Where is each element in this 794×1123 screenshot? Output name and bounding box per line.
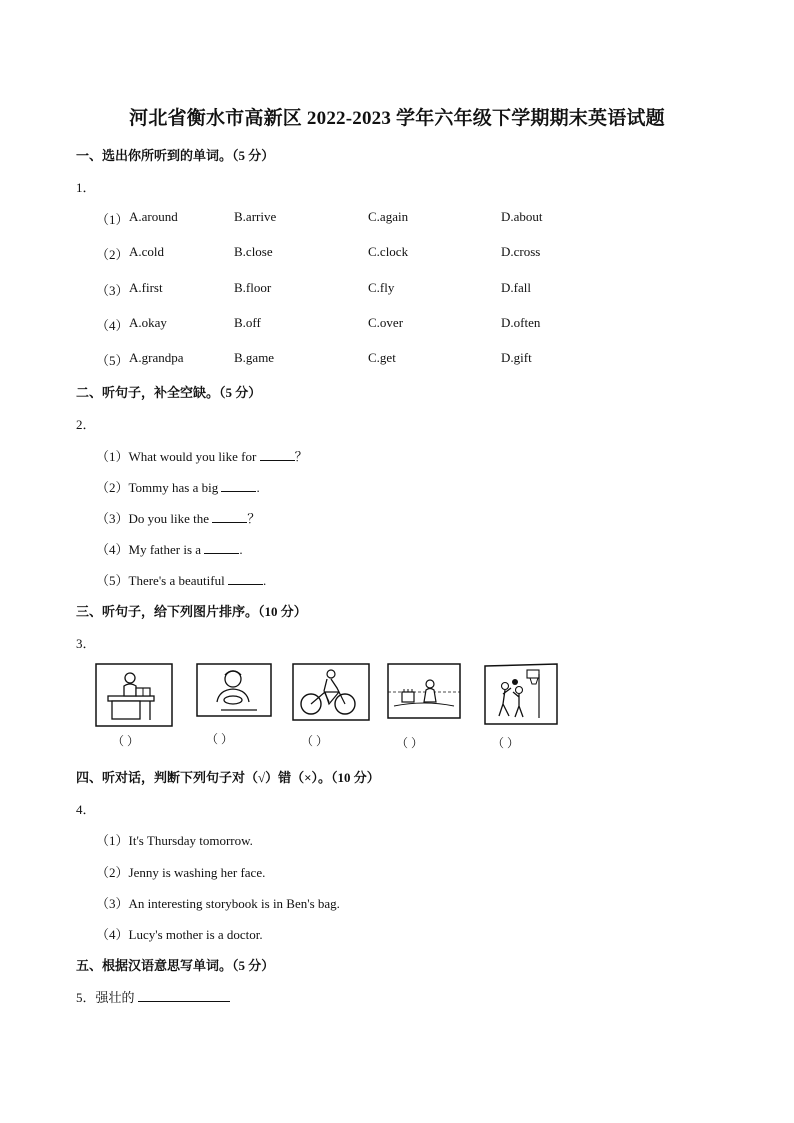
item-end: . xyxy=(256,480,260,495)
answer-blank[interactable] xyxy=(138,989,230,1002)
answer-parentheses[interactable]: （ ） xyxy=(112,734,140,748)
option-b: B.close xyxy=(234,244,273,259)
sandcastle-beach-icon xyxy=(386,662,462,720)
item-text: Do you like the xyxy=(128,511,213,526)
row-number: （5） xyxy=(96,353,129,368)
question-1-number: 1． xyxy=(76,180,96,195)
item-number: （2） xyxy=(96,865,129,880)
option-c: C.fly xyxy=(368,280,395,295)
row-number: （2） xyxy=(96,247,129,262)
row-number: （1） xyxy=(96,212,129,227)
option-b: B.off xyxy=(234,315,261,330)
item-number: （3） xyxy=(96,511,129,526)
answer-parentheses[interactable]: （ ） xyxy=(301,734,329,748)
item-text: An interesting storybook is in Ben's bag. xyxy=(128,896,340,911)
section-1-heading: 一、选出你所听到的单词。（5 分） xyxy=(76,148,275,163)
word-writing-item xyxy=(76,987,230,1006)
option-b: B.arrive xyxy=(234,209,277,224)
row-number: （3） xyxy=(96,283,129,298)
option-a: A.around xyxy=(129,209,178,224)
question-2-number: 2． xyxy=(76,417,96,432)
section-3-heading: 三、听句子，给下列图片排序。（10 分） xyxy=(76,604,307,619)
fill-blank-item xyxy=(96,446,308,465)
option-d: D.often xyxy=(501,315,541,330)
option-d: D.about xyxy=(501,209,543,224)
judgement-item xyxy=(96,893,340,912)
eating-bowl-icon xyxy=(195,662,273,720)
item-text: My father is a xyxy=(128,542,205,557)
question-5-number: 5． xyxy=(76,990,96,1005)
item-number: （2） xyxy=(96,480,129,495)
option-row xyxy=(96,315,716,333)
item-number: （3） xyxy=(96,896,129,911)
fill-blank-item xyxy=(96,477,260,496)
question-4-number: 4． xyxy=(76,802,96,817)
item-text: There's a beautiful xyxy=(128,573,228,588)
option-a: A.cold xyxy=(129,244,165,259)
item-end: . xyxy=(262,573,267,588)
item-number: （1） xyxy=(96,833,129,848)
option-d: D.cross xyxy=(501,244,541,259)
basketball-icon xyxy=(483,662,559,726)
item-text: Jenny is washing her face. xyxy=(128,865,266,880)
item-number: （4） xyxy=(96,542,129,557)
option-row xyxy=(96,209,716,227)
row-number: （4） xyxy=(96,318,129,333)
answer-blank[interactable] xyxy=(228,572,263,585)
answer-blank[interactable] xyxy=(221,479,256,492)
answer-parentheses[interactable]: （ ） xyxy=(396,736,424,750)
cycling-icon xyxy=(291,662,371,722)
option-b: B.game xyxy=(234,350,275,365)
picture-row xyxy=(94,662,564,752)
item-number: （5） xyxy=(96,573,129,588)
option-d: D.fall xyxy=(501,280,531,295)
item-text: It's Thursday tomorrow. xyxy=(128,833,253,848)
answer-parentheses[interactable]: （ ） xyxy=(492,736,520,750)
desk-reading-icon xyxy=(94,662,174,728)
judgement-item xyxy=(96,924,263,943)
item-number: （4） xyxy=(96,927,129,942)
fill-blank-item xyxy=(96,508,260,527)
item-text: Tommy has a big xyxy=(128,480,222,495)
item-prompt: 强壮的 xyxy=(95,990,138,1005)
option-c: C.get xyxy=(368,350,396,365)
option-b: B.floor xyxy=(234,280,272,295)
item-text: Lucy's mother is a doctor. xyxy=(128,927,263,942)
answer-blank[interactable] xyxy=(204,541,239,554)
option-c: C.over xyxy=(368,315,404,330)
judgement-item xyxy=(96,862,265,881)
answer-parentheses[interactable]: （ ） xyxy=(206,732,234,746)
fill-blank-item xyxy=(96,539,243,558)
option-c: C.clock xyxy=(368,244,409,259)
option-row xyxy=(96,244,716,262)
item-end: ？ xyxy=(294,449,308,464)
section-2-heading: 二、听句子，补全空缺。（5 分） xyxy=(76,385,262,400)
option-d: D.gift xyxy=(501,350,532,365)
section-4-heading: 四、听对话，判断下列句子对（√）错（×）。（10 分） xyxy=(76,770,380,785)
fill-blank-item xyxy=(96,570,266,589)
option-row xyxy=(96,280,716,298)
item-end: ？ xyxy=(247,511,261,526)
page-title: 河北省衡水市高新区 2022-2023 学年六年级下学期期末英语试题 xyxy=(129,108,665,129)
option-c: C.again xyxy=(368,209,409,224)
judgement-item xyxy=(96,830,253,849)
question-3-number: 3． xyxy=(76,636,96,651)
option-a: A.okay xyxy=(129,315,167,330)
answer-blank[interactable] xyxy=(212,510,247,523)
option-row xyxy=(96,350,716,368)
option-a: A.grandpa xyxy=(129,350,184,365)
item-text: What would you like for xyxy=(128,449,260,464)
section-5-heading: 五、根据汉语意思写单词。（5 分） xyxy=(76,958,275,973)
option-a: A.first xyxy=(129,280,163,295)
item-number: （1） xyxy=(96,449,129,464)
answer-blank[interactable] xyxy=(260,448,295,461)
item-end: . xyxy=(239,542,243,557)
